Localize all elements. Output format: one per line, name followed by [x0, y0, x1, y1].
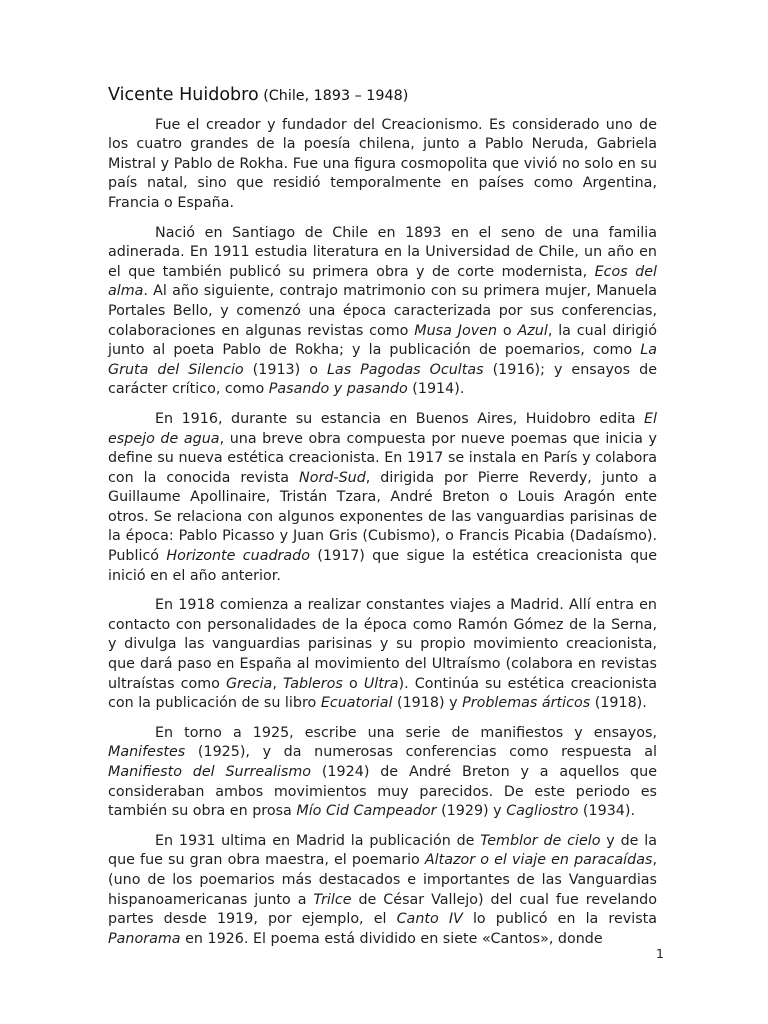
paragraph-text: en 1926. El poema está dividido en siete «Cantos», donde	[180, 930, 603, 947]
paragraph-text: ). Continúa su estética creacionista con la publicación de su libro	[108, 675, 657, 712]
paragraph-text: (1918) y	[392, 695, 463, 712]
paragraph-text: Nació en Santiago de Chile en 1893 en el seno de una familia adinerada. En 1911 estudia literatura en la Universidad de Chile, un año en el que también publicó su primera obra y de corte modernista,	[108, 224, 657, 280]
paragraph-text: o	[342, 675, 364, 692]
paragraph-text: , la cual dirigió junto al poeta Pablo de Rokha; y la publicación de poemarios, como	[108, 322, 657, 359]
italic-title: Grecia	[225, 675, 273, 692]
paragraph-text: , una breve obra compuesta por nueve poemas que inicia y define su nueva estética creacionista. En 1917 se instala en París y colabora con la conocida revista	[108, 430, 657, 486]
italic-title: Panorama	[108, 930, 181, 947]
paragraph-text: y de la que fue su gran obra maestra, el poemario	[108, 832, 657, 869]
paragraph-text: (1913) o	[243, 361, 327, 378]
italic-title: Altazor o el viaje en paracaídas	[424, 852, 653, 869]
paragraph-text: (1918).	[590, 695, 647, 712]
paragraph-text: (1914).	[407, 381, 465, 398]
italic-title: Mío Cid Campeador	[296, 803, 437, 820]
paragraph-text: (1924) de André Breton y a aquellos que consideraban ambos movimientos muy parecidos. De este periodo es también su obra en prosa	[108, 764, 657, 820]
paragraph-text: . Al año siguiente, contrajo matrimonio con su primera mujer, Manuela Portales Bello, y comenzó una época caracterizada por sus conferencias, colaboraciones en algunas revistas como	[108, 283, 657, 339]
italic-title: La Gruta del Silencio	[108, 342, 657, 378]
author-dates: (Chile, 1893 – 1948)	[263, 88, 409, 104]
paragraph-text: (1916); y ensayos de carácter crítico, como	[108, 361, 657, 398]
italic-title: Nord-Sud	[299, 469, 366, 486]
italic-title: Azul	[517, 322, 548, 339]
italic-title: Canto IV	[396, 911, 463, 928]
page-number: 1	[656, 946, 664, 961]
italic-title: Las Pagodas Ocultas	[326, 361, 484, 378]
paragraph-text: Fue el creador y fundador del Creacionismo. Es considerado uno de los cuatro grandes de la poesía chilena, junto a Pablo Neruda, Gabriela Mistral y Pablo de Rokha. Fue una figura cosmopolita que vivió no solo en su país natal, sino que residió temporalmente en países como Argentina, Francia o España.	[108, 116, 657, 211]
italic-title: Pasando y pasando	[268, 381, 408, 398]
paragraph-text: En 1931 ultima en Madrid la publicación de	[155, 832, 481, 849]
paragraph-text: , (uno de los poemarios más destacados e importantes de las Vanguardias hispanoamericanas junto a	[108, 852, 657, 908]
italic-title: Problemas árticos	[462, 695, 591, 712]
paragraph-text: (1925), y da numerosas conferencias como respuesta al	[185, 744, 657, 761]
paragraph-list	[108, 116, 657, 950]
italic-title: Musa Joven	[414, 322, 498, 339]
italic-title: Trilce	[313, 891, 352, 908]
body-paragraph	[108, 832, 657, 950]
paragraph-text: o	[497, 322, 518, 339]
document-body	[108, 86, 657, 959]
document-heading	[108, 86, 657, 107]
italic-title: Ecuatorial	[320, 695, 393, 712]
body-paragraph	[108, 224, 657, 400]
paragraph-text: (1929) y	[436, 803, 507, 820]
body-paragraph	[108, 410, 657, 586]
paragraph-text: , dirigida por Pierre Reverdy, junto a Guillaume Apollinaire, Tristán Tzara, André Breton o Louis Aragón ente otros. Se relaciona con algunos exponentes de las vanguardias parisinas de la época: Pablo Picasso y Juan Gris (Cubismo), o Francis Picabia (Dadaísmo). Publicó	[108, 469, 657, 565]
paragraph-text: lo publicó en la revista	[462, 911, 658, 928]
italic-title: Tableros	[282, 675, 343, 692]
body-paragraph	[108, 116, 657, 214]
paragraph-text: En 1918 comienza a realizar constantes viajes a Madrid. Allí entra en contacto con personalidades de la época como Ramón Gómez de la Serna, y divulga las vanguardias parisinas y su propio movimiento creacionista, que dará paso en España al movimiento del Ultraísmo (colabora en revistas ultraístas como	[108, 597, 657, 692]
italic-title: Horizonte cuadrado	[166, 548, 310, 565]
paragraph-text: En 1916, durante su estancia en Buenos Aires, Huidobro edita	[155, 410, 644, 427]
italic-title: Temblor de cielo	[480, 832, 601, 849]
body-paragraph	[108, 596, 657, 714]
italic-title: Ultra	[363, 675, 399, 692]
paragraph-text: de César Vallejo) del cual fue revelando partes desde 1919, por ejemplo, el	[108, 891, 658, 928]
italic-title: Cagliostro	[506, 803, 579, 820]
italic-title: Manifiesto del Surrealismo	[108, 764, 312, 780]
paragraph-text: (1934).	[578, 803, 636, 820]
paragraph-text: ,	[272, 675, 283, 692]
paragraph-text: (1917) que sigue la estética creacionista que inició en el año anterior.	[108, 548, 658, 584]
author-name: Vicente Huidobro	[108, 85, 259, 105]
body-paragraph	[108, 724, 657, 822]
paragraph-text: En torno a 1925, escribe una serie de manifiestos y ensayos,	[155, 724, 657, 741]
italic-title: Manifestes	[108, 744, 186, 761]
italic-title: El espejo de agua	[108, 410, 657, 447]
italic-title: Ecos del alma	[108, 263, 657, 300]
